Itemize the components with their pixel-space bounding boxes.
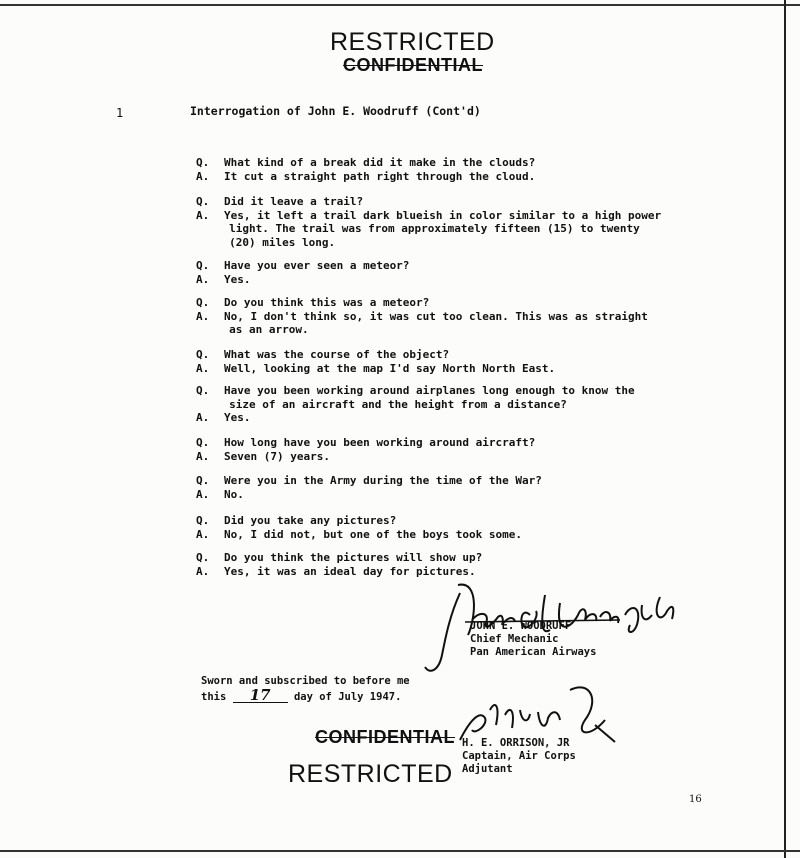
question-text: Did you take any pictures? <box>224 514 397 527</box>
qa-pair <box>196 195 661 249</box>
answer-text: No. <box>224 487 244 501</box>
qa-pair <box>196 474 542 501</box>
sworn-line-2 <box>201 688 410 704</box>
answer-text: Yes, it left a trail dark blueish in color similar to a high power light. The trail was from approximately fifteen (15) to twenty (20) miles long. <box>224 208 662 249</box>
qa-pair <box>196 384 635 425</box>
answer <box>196 362 555 376</box>
question-text: What was the course of the object? <box>224 348 450 361</box>
question-text: Have you been working around airplanes long enough to know the size of an aircraft and the height from a distance? <box>224 384 635 411</box>
question-text: Were you in the Army during the time of the War? <box>224 474 542 487</box>
answer-label: A. <box>196 169 210 183</box>
answer <box>196 528 522 542</box>
adjutant-name: H. E. ORRISON, JR <box>462 737 570 749</box>
answer-text: Seven (7) years. <box>224 449 330 463</box>
question-text: Have you ever seen a meteor? <box>224 259 410 272</box>
question-text: Do you think the pictures will show up? <box>224 551 483 564</box>
question-text: Do you think this was a meteor? <box>224 296 430 309</box>
margin-mark: 1 <box>116 106 124 120</box>
question-label: Q. <box>196 514 210 527</box>
answer-label: A. <box>196 208 210 222</box>
answer-label: A. <box>196 361 210 375</box>
question-label: Q. <box>196 551 210 564</box>
answer-text: Yes. <box>224 411 251 424</box>
sworn-line-1: Sworn and subscribed to before me <box>201 675 410 687</box>
question-label: Q. <box>196 259 210 272</box>
question <box>196 259 409 273</box>
answer-label: A. <box>196 272 210 286</box>
question <box>196 514 522 528</box>
sworn-this: this <box>201 691 227 703</box>
answer-text: It cut a straight path right through the cloud. <box>224 169 536 183</box>
page-edge-top <box>0 4 800 6</box>
answer-label: A. <box>196 487 210 501</box>
question-text: Did it leave a trail? <box>224 195 364 208</box>
document-heading: Interrogation of John E. Woodruff (Cont'd) <box>190 104 481 118</box>
restricted-stamp-bottom: RESTRICTED <box>288 760 453 788</box>
question-label: Q. <box>196 156 210 169</box>
adjutant-block <box>462 737 576 776</box>
sworn-date-suffix: day of July 1947. <box>293 691 402 703</box>
confidential-stamp-top: CONFIDENTIAL <box>343 55 483 75</box>
answer-text: No, I did not, but one of the boys took some. <box>224 527 523 541</box>
answer-text: No, I don't think so, it was cut too clean. This was as straight as an arrow. <box>224 309 648 336</box>
signer-title: Chief Mechanic <box>470 633 559 645</box>
question <box>196 296 648 310</box>
adjutant-rank: Captain, Air Corps <box>462 750 576 762</box>
question-text: How long have you been working around aircraft? <box>224 436 536 449</box>
question-label: Q. <box>196 195 210 208</box>
page-number: 16 <box>689 794 702 805</box>
question <box>196 384 635 411</box>
restricted-stamp-top: RESTRICTED <box>330 28 495 56</box>
answer-text: Yes. <box>224 272 251 286</box>
qa-pair <box>196 348 555 375</box>
answer <box>196 310 648 337</box>
question-text: What kind of a break did it make in the clouds? <box>224 156 536 169</box>
qa-pair <box>196 259 409 286</box>
answer-text: Well, looking at the map I'd say North North East. <box>224 361 556 375</box>
answer-label: A. <box>196 449 210 463</box>
answer-label: A. <box>196 527 210 541</box>
sworn-day: 17 <box>233 688 288 703</box>
signer-org: Pan American Airways <box>470 646 597 658</box>
answer <box>196 170 535 184</box>
question <box>196 551 482 565</box>
answer <box>196 450 535 464</box>
answer <box>196 273 409 287</box>
answer-label: A. <box>196 411 210 424</box>
signature-block <box>470 620 596 659</box>
qa-pair <box>196 296 648 337</box>
answer <box>196 209 661 250</box>
qa-pair <box>196 156 535 183</box>
question-label: Q. <box>196 384 210 397</box>
adjutant-title: Adjutant <box>462 763 513 775</box>
question-label: Q. <box>196 348 210 361</box>
answer-text: Yes, it was an ideal day for pictures. <box>224 564 476 578</box>
confidential-stamp-bottom: CONFIDENTIAL <box>315 727 455 747</box>
qa-pair <box>196 514 522 541</box>
answer-label: A. <box>196 564 210 578</box>
question <box>196 436 535 450</box>
question-label: Q. <box>196 436 210 449</box>
question <box>196 156 535 170</box>
page-edge-right <box>784 0 786 858</box>
question <box>196 474 542 488</box>
signer-name: JOHN E. WOODRUFF <box>470 620 572 632</box>
sworn-statement <box>201 674 410 704</box>
question-label: Q. <box>196 296 210 309</box>
answer-label: A. <box>196 309 210 323</box>
answer <box>196 488 542 502</box>
page-edge-bottom <box>0 850 800 852</box>
question-label: Q. <box>196 474 210 487</box>
answer <box>196 411 635 425</box>
question <box>196 348 555 362</box>
qa-pair <box>196 436 535 463</box>
question <box>196 195 661 209</box>
qa-pair <box>196 551 482 578</box>
